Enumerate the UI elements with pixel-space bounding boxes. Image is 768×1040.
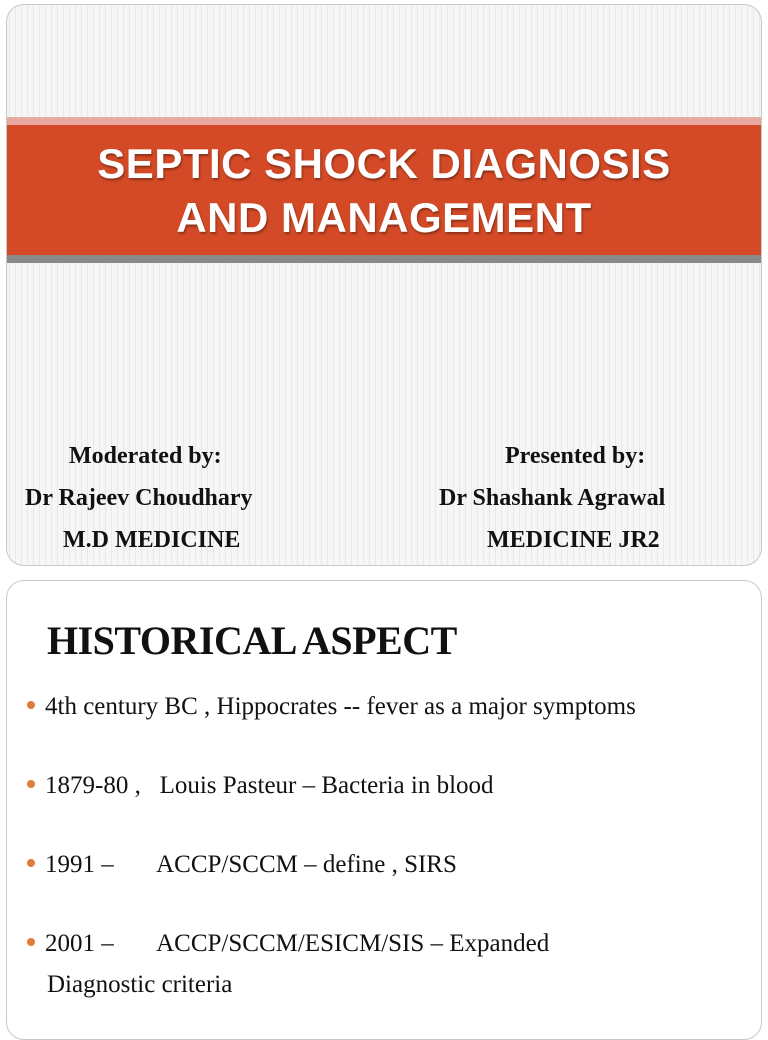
title-slide — [6, 4, 762, 566]
history-slide — [6, 580, 762, 1040]
bullet-item — [27, 772, 494, 800]
slide-heading: HISTORICAL ASPECT — [47, 618, 457, 663]
bullet-text: 1879-80 , Louis Pasteur – Bacteria in blood — [45, 772, 494, 799]
bullet-text: 2001 – ACCP/SCCM/ESICM/SIS – Expanded — [45, 930, 550, 957]
moderator-label: Moderated by: — [69, 443, 222, 469]
presenter-block — [439, 435, 749, 561]
title-line-2: AND MANAGEMENT — [176, 194, 592, 241]
presenter-name: Dr Shashank Agrawal — [439, 485, 666, 511]
bullet-item — [27, 930, 549, 958]
bullet-dot-icon — [27, 701, 35, 709]
presenter-label: Presented by: — [505, 443, 646, 469]
bullet-item — [27, 693, 636, 721]
bullet-text: 1991 – ACCP/SCCM – define , SIRS — [45, 851, 457, 878]
bullet-item — [27, 851, 457, 879]
bullet-text: 4th century BC , Hippocrates -- fever as a major symptoms — [45, 693, 636, 720]
title-line-1: SEPTIC SHOCK DIAGNOSIS — [97, 140, 671, 187]
bullet-continuation: Diagnostic criteria — [47, 971, 233, 998]
moderator-name: Dr Rajeev Choudhary — [25, 485, 253, 511]
slide-title — [7, 137, 761, 245]
title-accent-strip — [7, 117, 761, 125]
moderator-role: M.D MEDICINE — [63, 527, 241, 553]
bullet-dot-icon — [27, 859, 35, 867]
presenter-role: MEDICINE JR2 — [487, 527, 660, 553]
moderator-block — [25, 435, 355, 561]
bullet-dot-icon — [27, 938, 35, 946]
title-band-shadow — [7, 255, 761, 263]
bullet-dot-icon — [27, 780, 35, 788]
